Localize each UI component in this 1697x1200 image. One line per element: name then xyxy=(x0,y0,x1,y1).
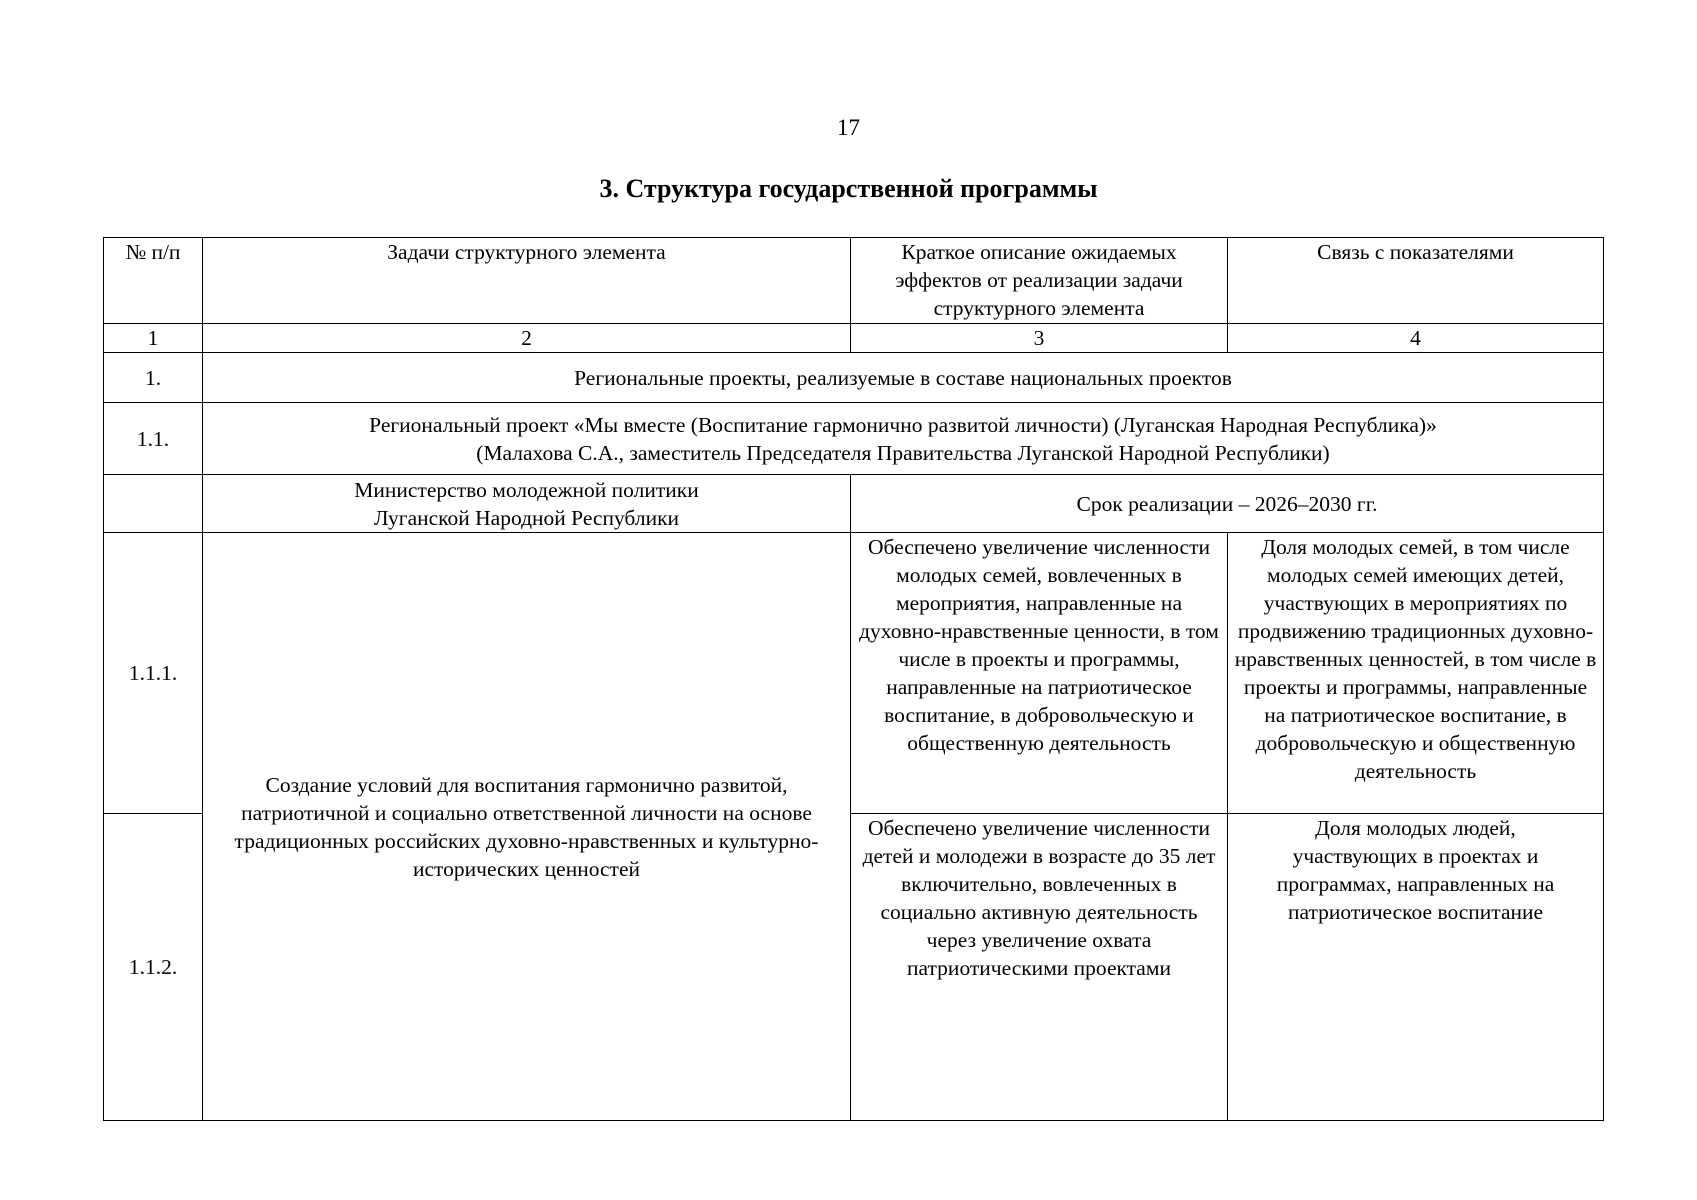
header-number-label: № п/п xyxy=(125,240,181,264)
header-tasks xyxy=(203,238,851,324)
header-indicators-label: Связь с показателями xyxy=(1317,240,1514,264)
header-tasks-label: Задачи структурного элемента xyxy=(387,240,666,264)
ministry-line-2: Луганской Народной Республики xyxy=(373,505,680,530)
section-title-cell: Региональные проекты, реализуемые в составе национальных проектов xyxy=(203,353,1604,403)
effect-cell: Обеспечено увеличение численности молодых семей, вовлеченных в мероприятия, направленные на духовно-нравственные ценности, в том числе в проекты и программы, направленные на патриотическое воспитание, в добровольческую и общественную деятельность xyxy=(851,533,1228,814)
project-row xyxy=(104,403,1604,475)
ministry-cell xyxy=(203,475,851,533)
header-effects-label: Краткое описание ожидаемых эффектов от реализации задачи структурного элемента xyxy=(895,240,1183,320)
term-cell: Срок реализации – 2026–2030 гг. xyxy=(851,475,1604,533)
column-number-row xyxy=(104,324,1604,353)
section-row xyxy=(104,353,1604,403)
column-number-2: 2 xyxy=(203,324,851,353)
column-number-4: 4 xyxy=(1228,324,1604,353)
header-row xyxy=(104,238,1604,324)
column-number-3: 3 xyxy=(851,324,1228,353)
project-number: 1.1. xyxy=(104,403,203,475)
header-effects xyxy=(851,238,1228,324)
project-title-line-1: Региональный проект «Мы вместе (Воспитание гармонично развитой личности) (Луганская Народная Республика)» xyxy=(369,412,1437,437)
page-number: 17 xyxy=(837,115,860,140)
ministry-line-1: Министерство молодежной политики xyxy=(354,477,699,502)
row-number: 1.1.2. xyxy=(104,814,203,1121)
indicator-cell: Доля молодых людей, участвующих в проектах и программах, направленных на патриотическое воспитание xyxy=(1228,814,1604,1121)
section-number: 1. xyxy=(104,353,203,403)
responsible-row xyxy=(104,475,1604,533)
header-number xyxy=(104,238,203,324)
task-cell: Создание условий для воспитания гармонично развитой, патриотичной и социально ответственной личности на основе традиционных российских духовно-нравственных и культурно-исторических ценностей xyxy=(203,533,851,1121)
section-title: 3. Структура государственной программы xyxy=(599,174,1098,203)
table-row xyxy=(104,533,1604,814)
responsible-number-empty xyxy=(104,475,203,533)
project-title-line-2: (Малахова С.А., заместитель Председателя Правительства Луганской Народной Республики) xyxy=(476,440,1330,465)
row-number: 1.1.1. xyxy=(104,533,203,814)
structure-table xyxy=(103,237,1604,1121)
effect-cell: Обеспечено увеличение численности детей и молодежи в возрасте до 35 лет включительно, вовлеченных в социально активную деятельность через увеличение охвата патриотическими проектами xyxy=(851,814,1228,1121)
column-number-1: 1 xyxy=(104,324,203,353)
project-title-cell xyxy=(203,403,1604,475)
header-indicators xyxy=(1228,238,1604,324)
indicator-cell: Доля молодых семей, в том числе молодых семей имеющих детей, участвующих в мероприятиях по продвижению традиционных духовно-нравственных ценностей, в том числе в проекты и программы, направленные на патриотическое воспитание, в добровольческую и общественную деятельность xyxy=(1228,533,1604,814)
